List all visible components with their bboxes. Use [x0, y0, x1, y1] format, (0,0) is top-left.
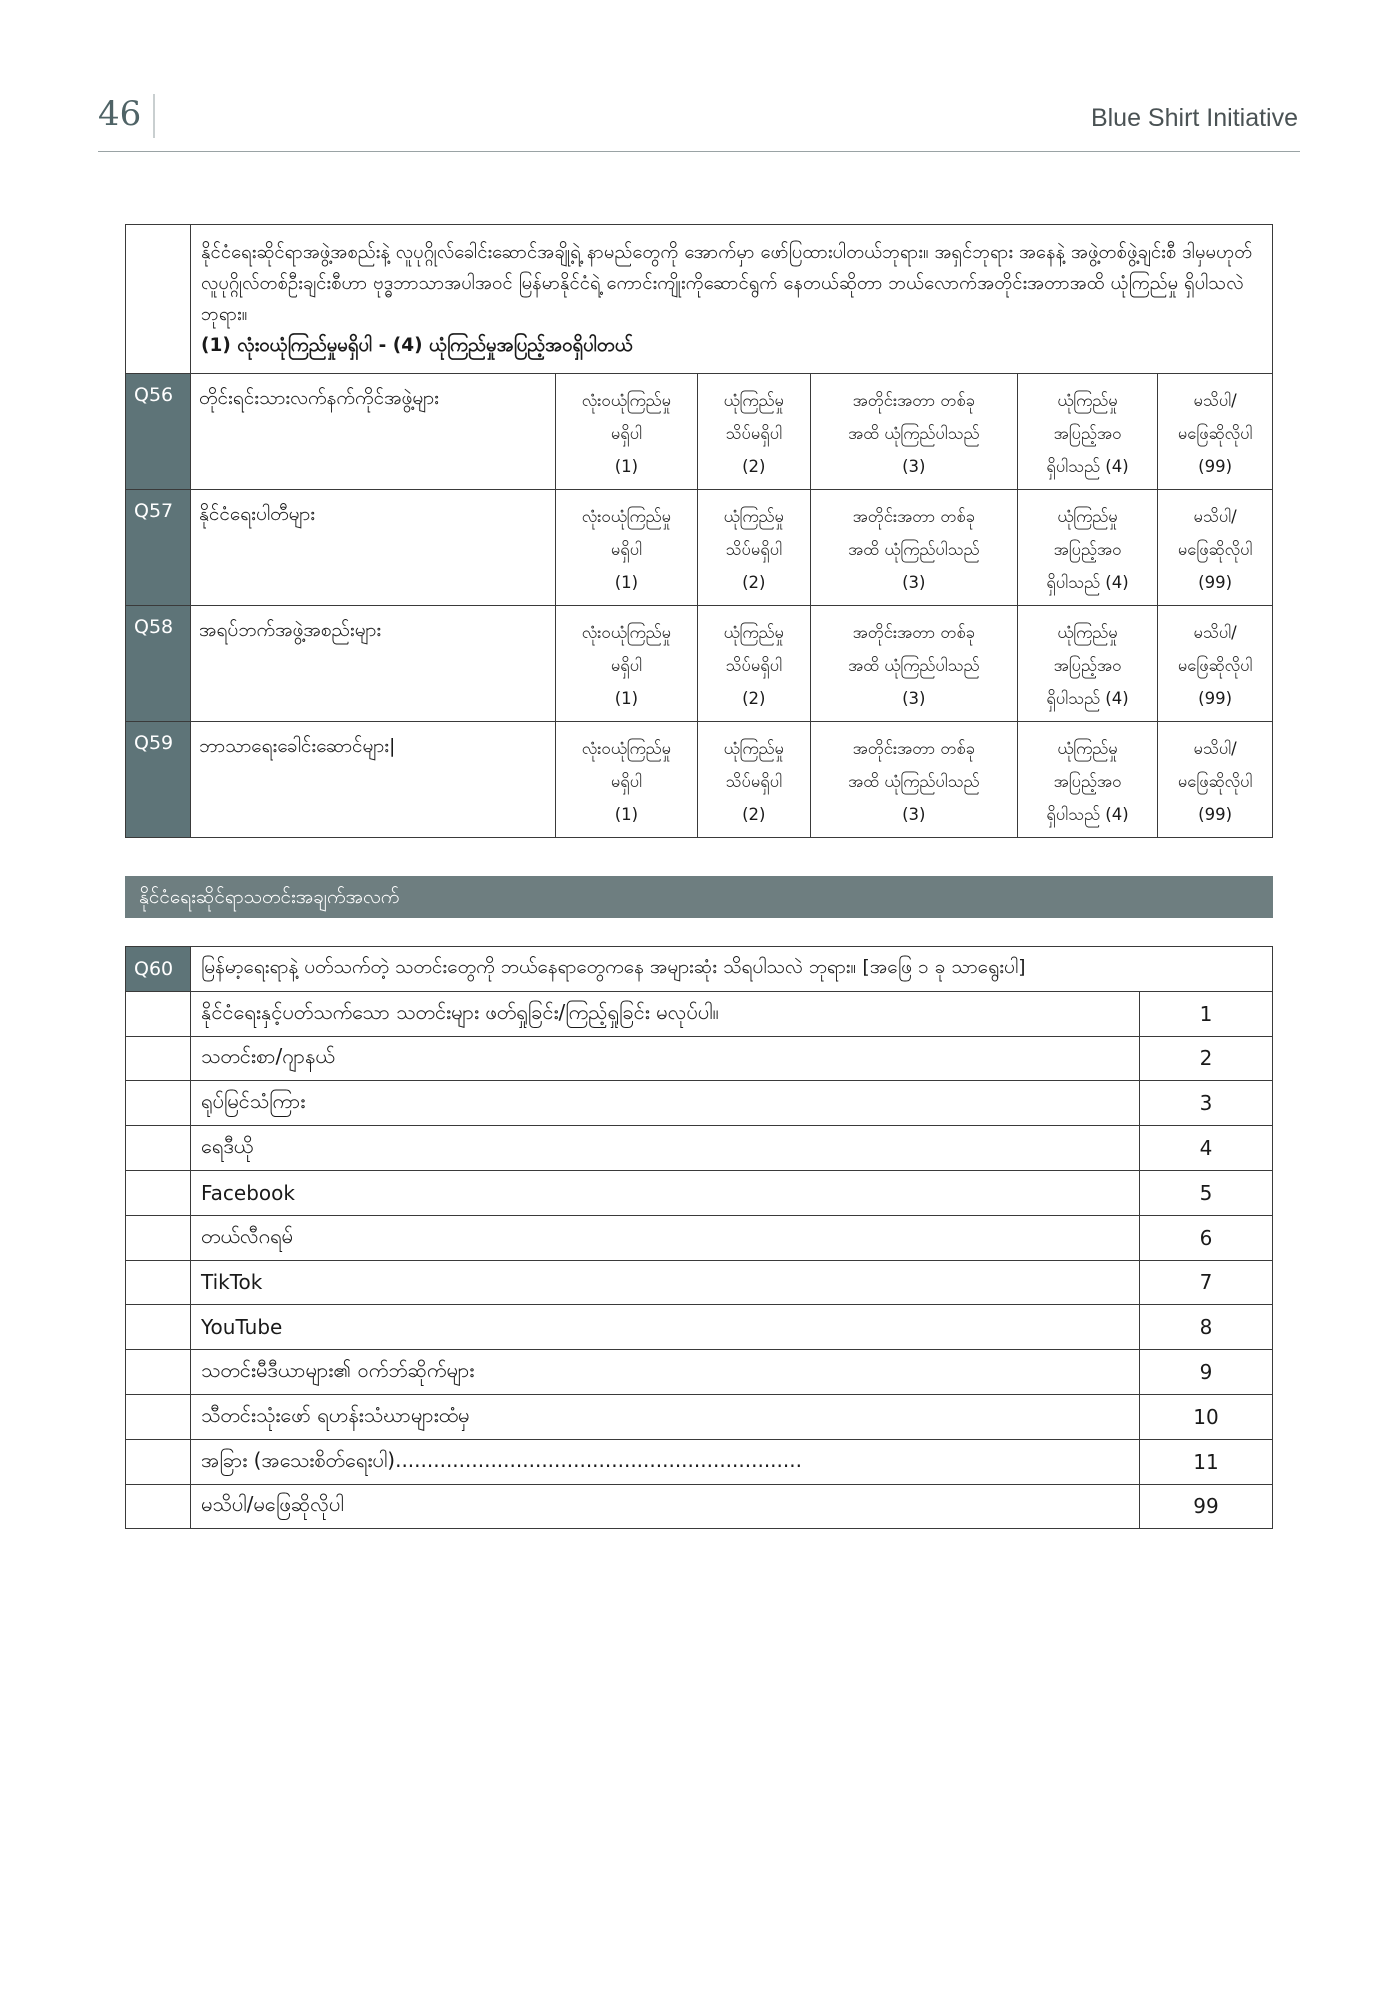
question-id: Q59 — [126, 722, 191, 838]
option-line2: အပြည့်အဝ — [1053, 540, 1122, 559]
option-cell[interactable] — [1158, 374, 1273, 490]
question-row-q57 — [126, 490, 1273, 606]
option-line2: အပြည့်အဝ — [1053, 424, 1122, 443]
option-code: (3) — [902, 457, 926, 476]
intro-cell — [191, 225, 1273, 374]
page-header — [98, 86, 1298, 152]
option-line2: မရှိပါ — [610, 424, 642, 443]
question-text: မြန်မာ့ရေးရာနဲ့ ပတ်သက်တဲ့ သတင်းတွေကို ဘယ်နေရာတွေကနေ အများဆုံး သိရပါသလဲ ဘုရား။ [အဖြေ ၁ ခု သာရွေးပါ] — [191, 947, 1273, 992]
option-line1: ယုံကြည်မှု — [1057, 507, 1118, 526]
option-line2: အပြည့်အဝ — [1053, 772, 1122, 791]
answer-code: 11 — [1140, 1439, 1273, 1484]
option-line2: မဖြေဆိုလိုပါ — [1177, 656, 1253, 675]
option-line1: ယုံကြည်မှု — [723, 391, 784, 410]
answer-label: Facebook — [191, 1170, 1140, 1215]
option-cell[interactable] — [1158, 490, 1273, 606]
option-code: (1) — [614, 689, 639, 708]
option-code: (99) — [1198, 689, 1233, 708]
question-row-q59 — [126, 722, 1273, 838]
option-cell[interactable] — [1017, 490, 1157, 606]
answer-label: အခြား (အသေးစိတ်ရေးပါ)................................................................ — [191, 1439, 1140, 1484]
option-line2: အထိ ယုံကြည်ပါသည် — [848, 772, 980, 791]
option-cell[interactable] — [556, 722, 698, 838]
option-code: (3) — [902, 573, 926, 592]
answer-row[interactable] — [126, 1081, 1273, 1126]
question-row-q56 — [126, 374, 1273, 490]
option-cell[interactable] — [810, 606, 1017, 722]
section-title-bar: နိုင်ငံရေးဆိုင်ရာသတင်းအချက်အလက် — [125, 876, 1273, 918]
option-cell[interactable] — [1158, 606, 1273, 722]
answer-label: ရုပ်မြင်သံကြား — [191, 1081, 1140, 1126]
answer-row[interactable] — [126, 1260, 1273, 1305]
option-line1: အတိုင်းအတာ တစ်ခု — [852, 391, 976, 410]
option-line2: အထိ ယုံကြည်ပါသည် — [848, 540, 980, 559]
answer-row[interactable] — [126, 1305, 1273, 1350]
question-item: တိုင်းရင်းသားလက်နက်ကိုင်အဖွဲ့များ — [191, 374, 556, 490]
answer-label: သတင်းမီဒီယာများ၏ ဝက်ဘ်ဆိုက်များ — [191, 1350, 1140, 1395]
option-code: ရှိပါသည် (4) — [1046, 689, 1129, 708]
answer-code: 99 — [1140, 1484, 1273, 1529]
option-code: (2) — [742, 689, 766, 708]
scale-text: (1) လုံးဝယုံကြည်မှုမရှိပါ - (4) ယုံကြည်မှုအပြည့်အဝရှိပါတယ် — [201, 335, 633, 356]
option-line2: မရှိပါ — [610, 772, 642, 791]
option-line2: မရှိပါ — [610, 656, 642, 675]
answer-row[interactable] — [126, 1484, 1273, 1529]
intro-row — [126, 225, 1273, 374]
answer-label: ရေဒီယို — [191, 1126, 1140, 1171]
q60-question-row — [126, 947, 1273, 992]
question-id: Q58 — [126, 606, 191, 722]
option-cell[interactable] — [810, 490, 1017, 606]
option-line2: မဖြေဆိုလိုပါ — [1177, 424, 1253, 443]
option-line2: သိပ်မရှိပါ — [725, 656, 783, 675]
option-cell[interactable] — [1158, 722, 1273, 838]
answer-row[interactable] — [126, 1036, 1273, 1081]
option-line1: ယုံကြည်မှု — [1057, 623, 1118, 642]
question-id: Q56 — [126, 374, 191, 490]
option-line1: မသိပါ/ — [1193, 391, 1237, 410]
option-cell[interactable] — [556, 606, 698, 722]
option-code: (2) — [742, 805, 766, 824]
answer-code: 10 — [1140, 1394, 1273, 1439]
option-code: ရှိပါသည် (4) — [1046, 457, 1129, 476]
header-rule — [98, 151, 1300, 152]
answer-code: 5 — [1140, 1170, 1273, 1215]
answer-row[interactable] — [126, 991, 1273, 1036]
option-line2: အထိ ယုံကြည်ပါသည် — [848, 656, 980, 675]
option-line1: ယုံကြည်မှု — [1057, 391, 1118, 410]
question-item: အရပ်ဘက်အဖွဲ့အစည်းများ — [191, 606, 556, 722]
option-line2: မရှိပါ — [610, 540, 642, 559]
option-cell[interactable] — [1017, 722, 1157, 838]
option-code: (1) — [614, 805, 639, 824]
answer-row[interactable] — [126, 1126, 1273, 1171]
answer-code: 6 — [1140, 1215, 1273, 1260]
answer-row[interactable] — [126, 1394, 1273, 1439]
option-line2: သိပ်မရှိပါ — [725, 540, 783, 559]
question-item: နိုင်ငံရေးပါတီများ — [191, 490, 556, 606]
question-id: Q60 — [126, 947, 191, 992]
option-line2: မဖြေဆိုလိုပါ — [1177, 540, 1253, 559]
option-line2: အထိ ယုံကြည်ပါသည် — [848, 424, 980, 443]
option-code: (99) — [1198, 457, 1233, 476]
answer-code: 1 — [1140, 991, 1273, 1036]
answer-label: နိုင်ငံရေးနှင့်ပတ်သက်သော သတင်းများ ဖတ်ရှုခြင်း/ကြည့်ရှုခြင်း မလုပ်ပါ။ — [191, 991, 1140, 1036]
option-line1: လုံးဝယုံကြည်မှု — [581, 623, 672, 642]
option-line1: မသိပါ/ — [1193, 623, 1237, 642]
option-cell[interactable] — [1017, 606, 1157, 722]
option-cell[interactable] — [810, 722, 1017, 838]
question-item: ဘာသာရေးခေါင်းဆောင်များ| — [191, 722, 556, 838]
trust-question-table — [125, 224, 1273, 838]
option-line1: လုံးဝယုံကြည်မှု — [581, 391, 672, 410]
option-code: (3) — [902, 805, 926, 824]
answer-code: 9 — [1140, 1350, 1273, 1395]
answer-code: 7 — [1140, 1260, 1273, 1305]
answer-code: 3 — [1140, 1081, 1273, 1126]
option-code: ရှိပါသည် (4) — [1046, 573, 1129, 592]
option-cell[interactable] — [697, 490, 810, 606]
option-line1: အတိုင်းအတာ တစ်ခု — [852, 623, 976, 642]
option-line1: ယုံကြည်မှု — [723, 507, 784, 526]
option-line1: ယုံကြည်မှု — [723, 623, 784, 642]
option-cell[interactable] — [697, 722, 810, 838]
intro-id-cell — [126, 225, 191, 374]
option-line1: လုံးဝယုံကြည်မှု — [581, 739, 672, 758]
option-line2: သိပ်မရှိပါ — [725, 424, 783, 443]
option-line1: မသိပါ/ — [1193, 739, 1237, 758]
option-code: (2) — [742, 573, 766, 592]
option-line1: ယုံကြည်မှု — [723, 739, 784, 758]
answer-label: တယ်လီဂရမ် — [191, 1215, 1140, 1260]
option-code: (1) — [614, 573, 639, 592]
answer-label: သတင်းစာ/ဂျာနယ် — [191, 1036, 1140, 1081]
answer-label: TikTok — [191, 1260, 1140, 1305]
answer-row[interactable] — [126, 1350, 1273, 1395]
option-line1: အတိုင်းအတာ တစ်ခု — [852, 739, 976, 758]
answer-code: 4 — [1140, 1126, 1273, 1171]
option-code: (2) — [742, 457, 766, 476]
option-line1: လုံးဝယုံကြည်မှု — [581, 507, 672, 526]
option-line1: မသိပါ/ — [1193, 507, 1237, 526]
option-cell[interactable] — [697, 374, 810, 490]
option-cell[interactable] — [1017, 374, 1157, 490]
page-number: 46 — [98, 94, 142, 134]
answer-row[interactable] — [126, 1439, 1273, 1484]
answer-code: 2 — [1140, 1036, 1273, 1081]
option-line1: အတိုင်းအတာ တစ်ခု — [852, 507, 976, 526]
option-cell[interactable] — [556, 374, 698, 490]
option-code: (99) — [1198, 573, 1233, 592]
option-code: ရှိပါသည် (4) — [1046, 805, 1129, 824]
option-code: (3) — [902, 689, 926, 708]
answer-row[interactable] — [126, 1170, 1273, 1215]
option-line2: မဖြေဆိုလိုပါ — [1177, 772, 1253, 791]
answer-row[interactable] — [126, 1215, 1273, 1260]
answer-label: မသိပါ/မဖြေဆိုလိုပါ — [191, 1484, 1140, 1529]
header-divider — [153, 94, 155, 138]
option-cell[interactable] — [810, 374, 1017, 490]
answer-code: 8 — [1140, 1305, 1273, 1350]
option-code: (99) — [1198, 805, 1233, 824]
q60-table — [125, 946, 1273, 1529]
question-id: Q57 — [126, 490, 191, 606]
option-line2: သိပ်မရှိပါ — [725, 772, 783, 791]
option-line1: ယုံကြည်မှု — [1057, 739, 1118, 758]
option-code: (1) — [614, 457, 639, 476]
option-line2: အပြည့်အဝ — [1053, 656, 1122, 675]
intro-text: နိုင်ငံရေးဆိုင်ရာအဖွဲ့အစည်းနဲ့ လူပုဂ္ဂိုလ်ခေါင်းဆောင်အချို့ရဲ့ နာမည်တွေကို အောက်မှာ ဖော်ပြထားပါတယ်ဘုရား။ အရှင်ဘုရား အနေနဲ့ အဖွဲ့တစ်ဖွဲ့ချင်းစီ ဒါမှမဟုတ် လူပုဂ္ဂိုလ်တစ်ဦးချင်းစီဟာ ဗုဒ္ဓဘာသာအပါအဝင် မြန်မာနိုင်ငံရဲ့ ကောင်းကျိုးကိုဆောင်ရွက် နေတယ်ဆိုတာ ဘယ်လောက်အတိုင်းအတာအထိ ယုံကြည်မှု ရှိပါသလဲဘုရား။ — [201, 242, 1253, 325]
option-cell[interactable] — [697, 606, 810, 722]
answer-label: YouTube — [191, 1305, 1140, 1350]
answer-label: သီတင်းသုံးဖော် ရဟန်းသံဃာများထံမှ — [191, 1394, 1140, 1439]
option-cell[interactable] — [556, 490, 698, 606]
question-row-q58 — [126, 606, 1273, 722]
organization-name: Blue Shirt Initiative — [1090, 104, 1298, 132]
